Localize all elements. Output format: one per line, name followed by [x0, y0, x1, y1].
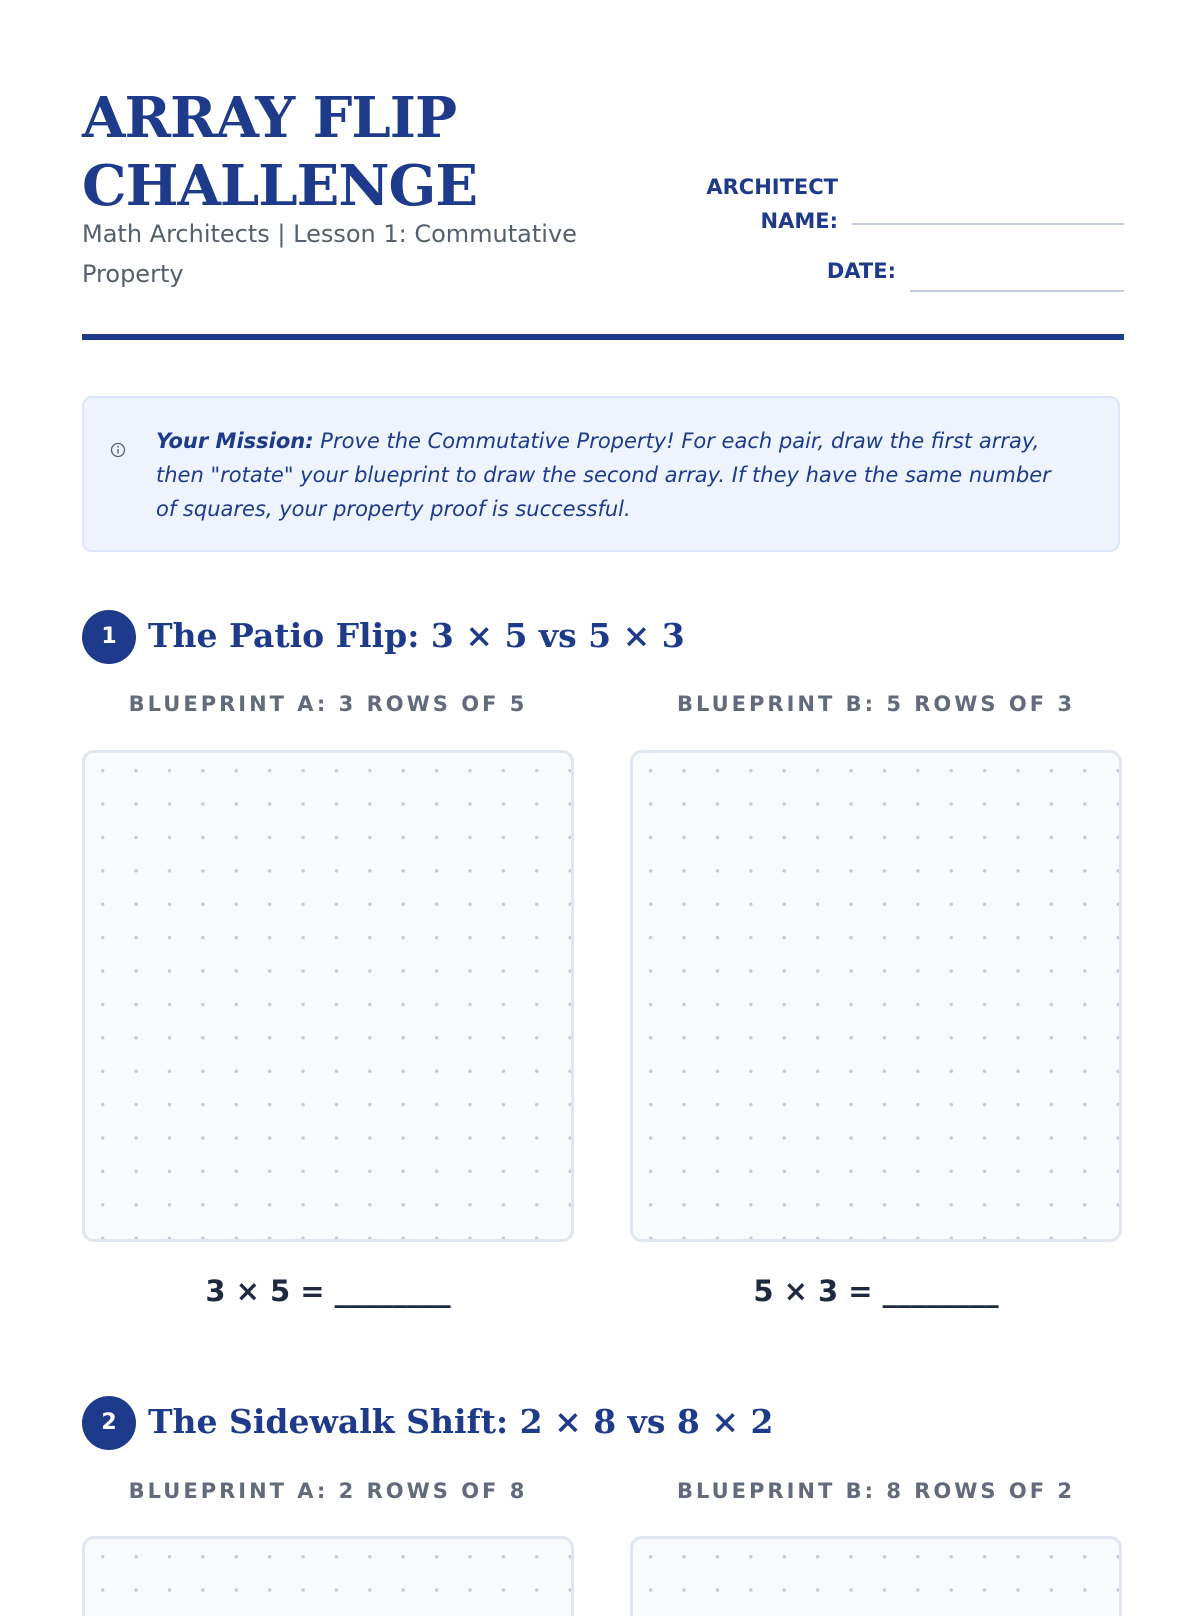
header-divider — [82, 334, 1124, 340]
date-label: DATE: — [826, 259, 896, 283]
section-2-grid-a[interactable] — [82, 1536, 574, 1616]
section-1-blueprint-a-label: BLUEPRINT A: 3 ROWS OF 5 — [128, 692, 528, 716]
section-2-badge: 2 — [82, 1396, 136, 1450]
mission-body: Prove the Commutative Property! For each pair, draw the first array, then "rotate" your blueprint to draw the second array. If they have the same number of squares, your property proof is successful. — [156, 429, 1051, 521]
section-1-equation-b: 5 × 3 = ________ — [753, 1274, 999, 1308]
name-label-line-2: NAME: — [760, 209, 838, 233]
section-1-title: The Patio Flip: 3 × 5 vs 5 × 3 — [148, 616, 685, 655]
info-icon — [110, 442, 126, 458]
date-field[interactable] — [910, 290, 1124, 292]
section-1-badge: 1 — [82, 610, 136, 664]
mission-lead: Your Mission: — [156, 429, 314, 453]
section-2-title: The Sidewalk Shift: 2 × 8 vs 8 × 2 — [148, 1402, 774, 1441]
section-2-blueprint-b-label: BLUEPRINT B: 8 ROWS OF 2 — [676, 1479, 1075, 1503]
name-label-line-1: ARCHITECT — [706, 175, 838, 199]
lesson-subtitle: Math Architects | Lesson 1: Commutative Property — [82, 220, 577, 288]
section-1-grid-b[interactable] — [630, 750, 1122, 1242]
name-label — [602, 170, 838, 238]
mission-text — [156, 424, 1076, 526]
section-1-grid-a[interactable] — [82, 750, 574, 1242]
title-line-2: CHALLENGE — [82, 153, 478, 219]
section-2-blueprint-a-label: BLUEPRINT A: 2 ROWS OF 8 — [128, 1479, 528, 1503]
worksheet-header — [82, 84, 1124, 344]
title-line-1: ARRAY FLIP — [82, 85, 457, 151]
section-2-grid-b[interactable] — [630, 1536, 1122, 1616]
section-1-equation-a: 3 × 5 = ________ — [205, 1274, 451, 1308]
page-title — [82, 84, 642, 220]
mission-box — [82, 396, 1120, 552]
section-1-blueprint-b-label: BLUEPRINT B: 5 ROWS OF 3 — [676, 692, 1075, 716]
name-field[interactable] — [852, 223, 1124, 225]
